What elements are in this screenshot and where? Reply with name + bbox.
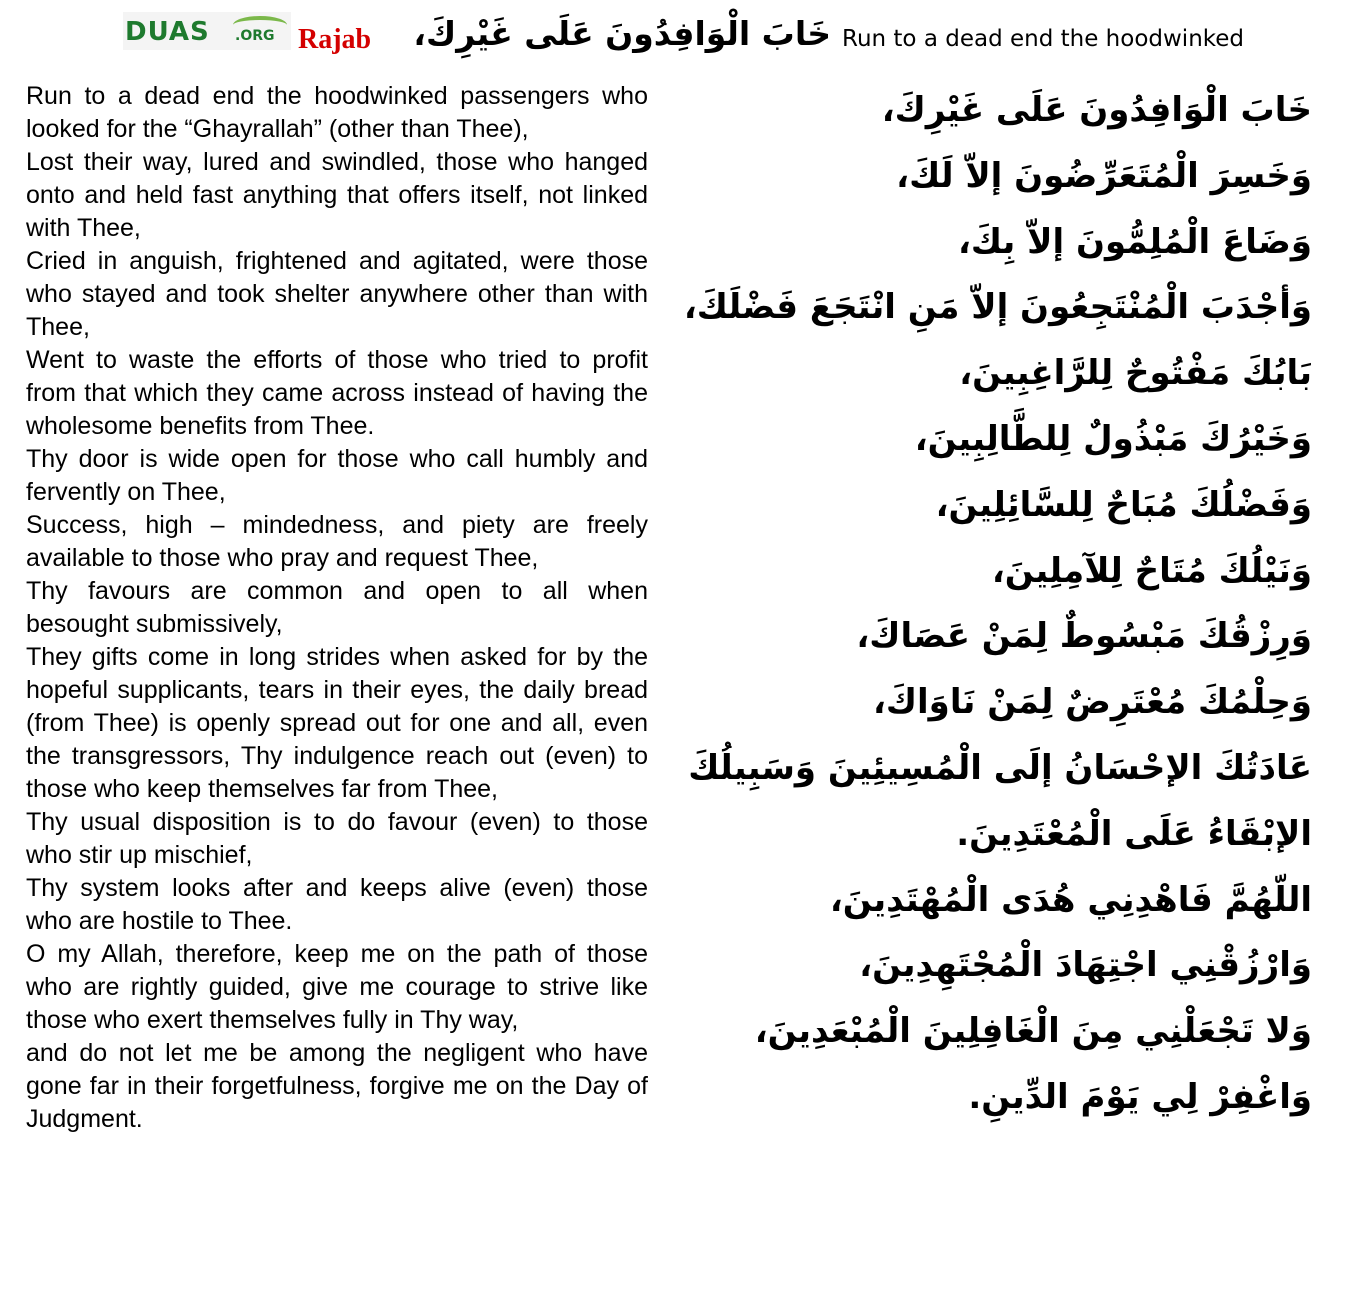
arabic-line: اللّهُمَّ فَاهْدِنِي هُدَى الْمُهْتَدِينَ، (829, 879, 1312, 920)
arabic-text (660, 78, 1330, 1131)
arabic-line: وَارْزُقْنِي اجْتِهَادَ الْمُجْتَهِدِينَ، (859, 945, 1312, 986)
arabic-line: وَرِزْقُكَ مَبْسُوطٌ لِمَنْ عَصَاكَ، (856, 616, 1312, 657)
english-paragraph: Thy door is wide open for those who call humbly and fervently on Thee, (26, 445, 648, 506)
arabic-line: وَلا تَجْعَلْنِي مِنَ الْغَافِلِينَ الْمُبْعَدِينَ، (754, 1011, 1312, 1052)
section-label: Rajab (298, 24, 372, 55)
duas-org-logo[interactable] (123, 12, 291, 50)
english-paragraph: Thy favours are common and open to all when besought submissively, (26, 577, 648, 638)
english-paragraph: Success, high – mindedness, and piety are freely available to those who pray and request Thee, (26, 511, 648, 572)
arabic-line: وَاغْفِرْ لِي يَوْمَ الدِّينِ. (968, 1076, 1312, 1117)
arabic-line: خَابَ الْوَافِدُونَ عَلَى غَيْرِكَ، (881, 90, 1312, 130)
english-paragraph: O my Allah, therefore, keep me on the path of those who are rightly guided, give me courage to strive like those who exert themselves fully in Thy way, (26, 940, 648, 1034)
arabic-line: وَفَضْلُكَ مُبَاحٌ لِلسَّائِلِينَ، (935, 484, 1312, 525)
arabic-line: بَابُكَ مَفْتُوحٌ لِلرَّاغِبِينَ، (959, 353, 1312, 394)
arabic-line: وَأجْدَبَ الْمُنْتَجِعُونَ إلاّ مَنِ انْتَجَعَ فَضْلَكَ، (683, 287, 1312, 328)
english-paragraph: Thy system looks after and keeps alive (even) those who are hostile to Thee. (26, 874, 648, 935)
arabic-line: عَادَتُكَ الإحْسَانُ إلَى الْمُسِيئِينَ وَسَبِيلُكَ (688, 747, 1312, 788)
english-paragraph: They gifts come in long strides when asked for by the hopeful supplicants, tears in their eyes, the daily bread (from Thee) is openly spread out for one and all, even the transgressors, Thy indulgence reach out (even) to those who keep themselves far from Thee, (26, 643, 648, 803)
arabic-line: وَحِلْمُكَ مُعْتَرِضٌ لِمَنْ نَاوَاكَ، (872, 682, 1312, 723)
arabic-line: الإبْقَاءُ عَلَى الْمُعْتَدِينَ. (956, 813, 1312, 854)
logo-suffix: .ORG (235, 28, 275, 44)
header (0, 0, 1346, 80)
arabic-line: وَخَيْرُكَ مَبْذُولٌ لِلطَّالِبِينَ، (914, 418, 1312, 459)
title-english: Run to a dead end the hoodwinked (842, 26, 1245, 52)
arabic-line: وَضَاعَ الْمُلِمُّونَ إلاّ بِكَ، (957, 221, 1312, 262)
logo-text: DUAS (125, 17, 210, 47)
english-translation (26, 80, 648, 1136)
english-paragraph: Thy usual disposition is to do favour (even) to those who stir up mischief, (26, 808, 648, 869)
arabic-line: وَخَسِرَ الْمُتَعَرِّضُونَ إلاّ لَكَ، (896, 155, 1312, 196)
english-paragraph: Lost their way, lured and swindled, those who hanged onto and held fast anything that offers itself, not linked with Thee, (26, 148, 648, 242)
english-paragraph: Cried in anguish, frightened and agitated, were those who stayed and took shelter anywhere other than with Thee, (26, 247, 648, 341)
english-paragraph: and do not let me be among the negligent who have gone far in their forgetfulness, forgive me on the Day of Judgment. (26, 1039, 648, 1133)
english-paragraph: Went to waste the efforts of those who tried to profit from that which they came across instead of having the wholesome benefits from Thee. (26, 346, 648, 440)
english-paragraph: Run to a dead end the hoodwinked passengers who looked for the “Ghayrallah” (other than Thee), (26, 82, 648, 143)
arabic-line: وَنَيْلُكَ مُتَاحٌ لِلآمِلِينَ، (991, 550, 1312, 591)
title-arabic: خَابَ الْوَافِدُونَ عَلَى غَيْرِكَ، (413, 14, 831, 53)
